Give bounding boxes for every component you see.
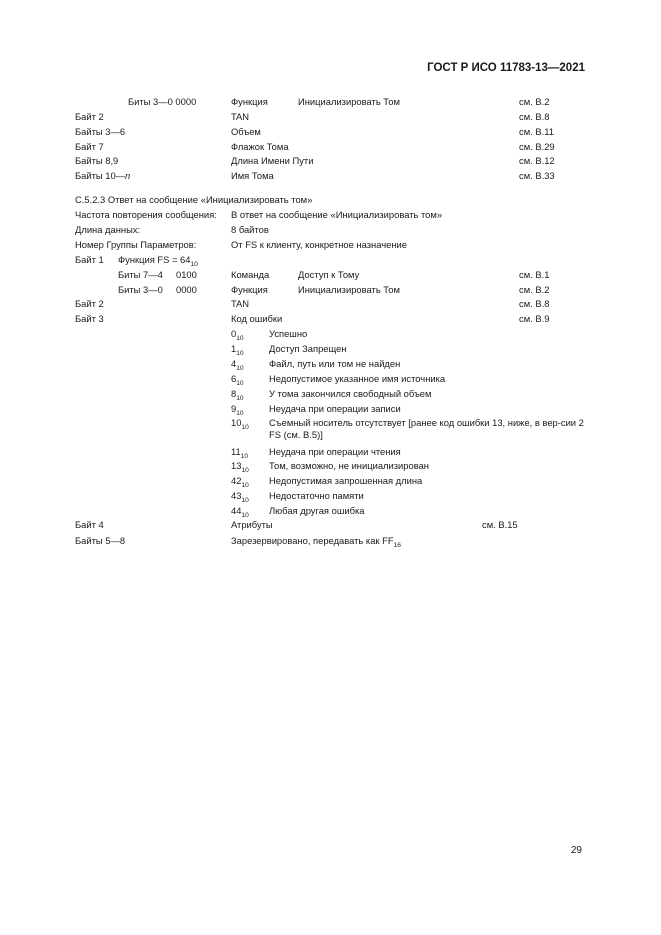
error-code: $8_{10}$: [231, 388, 244, 402]
error-code: $10_{10}$: [231, 417, 249, 431]
b1-ref-3: см. B.29: [519, 141, 555, 152]
error-text: Неудача при операции записи: [269, 403, 401, 414]
error-text: У тома закончился свободный объем: [269, 388, 432, 399]
meta-value-1: 8 байтов: [231, 224, 269, 235]
b1-ref-2: см. B.11: [519, 126, 554, 137]
error-text: Успешно: [269, 328, 308, 339]
byte3-label: Байт 3: [75, 313, 104, 324]
meta-label-1: Длина данных:: [75, 224, 141, 235]
error-text: Том, возможно, не инициализирован: [269, 460, 429, 471]
b1-ref-4: см. B.12: [519, 155, 555, 166]
b1-label-5-var: n: [125, 170, 131, 181]
byte1-bits-1: Биты 3—0: [118, 284, 163, 295]
meta-value-0: В ответ на сообщение «Инициализировать том»: [231, 209, 443, 220]
b1-label-3: Байт 7: [75, 141, 104, 152]
b1-label-5-prefix: Байты 10—: [75, 170, 126, 181]
error-code: $42_{10}$: [231, 475, 249, 489]
b1-col2-1: TAN: [231, 111, 250, 122]
byte1-ref-0: см. B.1: [519, 269, 550, 280]
page-number: 29: [570, 845, 582, 856]
error-text: Недопустимая запрошенная длина: [269, 475, 423, 486]
byte2-label: Байт 2: [75, 298, 104, 309]
error-text: Доступ Запрещен: [269, 343, 347, 354]
error-code: $13_{10}$: [231, 460, 249, 474]
byte1-func-sub: 10: [190, 261, 198, 268]
error-code: $4_{10}$: [231, 358, 244, 372]
byte1-code-0: 0100: [176, 269, 197, 280]
b1-label-2: Байты 3—6: [75, 126, 126, 137]
b1-label-4: Байты 8,9: [75, 155, 119, 166]
byte2-col2: TAN: [231, 298, 250, 309]
byte1-func: [118, 254, 198, 268]
b1-ref-5: см. B.33: [519, 170, 555, 181]
byte1-col2-1: Функция: [231, 284, 268, 295]
error-code: $44_{10}$: [231, 505, 249, 519]
b1-col2-0: Функция: [231, 96, 268, 107]
b1-col2-5: Имя Тома: [231, 170, 274, 181]
byte1-ref-1: см. B.2: [519, 284, 550, 295]
byte5-8-text-sub: 16: [393, 542, 401, 549]
byte4-label: Байт 4: [75, 519, 104, 530]
error-text: Неудача при операции чтения: [269, 446, 401, 457]
error-code: $11_{10}$: [231, 446, 249, 460]
b1-col2-2: Объем: [231, 126, 261, 137]
byte2-ref: см. B.8: [519, 298, 550, 309]
b1-label-5: [75, 170, 130, 182]
meta-label-2: Номер Группы Параметров:: [75, 239, 197, 250]
byte5-8-label: Байты 5—8: [75, 535, 126, 546]
byte5-8-text-main: Зарезервировано, передавать как FF: [231, 535, 394, 546]
b1-col3-0: Инициализировать Том: [298, 96, 400, 107]
section-title: C.5.2.3 Ответ на сообщение «Инициализировать том»: [75, 194, 313, 205]
error-code: $1_{10}$: [231, 343, 244, 357]
error-text: Съемный носитель отсутствует [ранее код ошибки 13, ниже, в вер-сии 2 FS (см. B.5)]: [269, 417, 584, 440]
byte4-col2: Атрибуты: [231, 519, 273, 530]
error-code: $6_{10}$: [231, 373, 244, 387]
meta-value-2: От FS к клиенту, конкретное назначение: [231, 239, 407, 250]
byte5-8-text: [231, 535, 401, 549]
error-code: $9_{10}$: [231, 403, 244, 417]
byte1-col3-0: Доступ к Тому: [298, 269, 360, 280]
b1-col2-3: Флажок Тома: [231, 141, 289, 152]
b1-col2-4: Длина Имени Пути: [231, 155, 314, 166]
error-text: Любая другая ошибка: [269, 505, 365, 516]
error-text: Недопустимое указанное имя источника: [269, 373, 446, 384]
b1-label-0: Биты 3—0 0000: [128, 96, 197, 107]
b1-ref-1: см. B.8: [519, 111, 550, 122]
b1-label-1: Байт 2: [75, 111, 104, 122]
byte1-col3-1: Инициализировать Том: [298, 284, 400, 295]
byte1-code-1: 0000: [176, 284, 197, 295]
byte1-bits-0: Биты 7—4: [118, 269, 163, 280]
byte1-func-text: Функция FS = 64: [118, 254, 191, 265]
byte1-col2-0: Команда: [231, 269, 270, 280]
error-text: Недостаточно памяти: [269, 490, 364, 501]
byte1-label: Байт 1: [75, 254, 104, 265]
byte3-ref: см. B.9: [519, 313, 550, 324]
b1-ref-0: см. B.2: [519, 96, 550, 107]
error-text: Файл, путь или том не найден: [269, 358, 401, 369]
byte3-col2: Код ошибки: [231, 313, 283, 324]
meta-label-0: Частота повторения сообщения:: [75, 209, 217, 220]
document-code: ГОСТ Р ИСО 11783-13—2021: [427, 62, 585, 74]
byte4-ref: см. B.15: [482, 519, 518, 530]
error-code: $0_{10}$: [231, 328, 244, 342]
error-code: $43_{10}$: [231, 490, 249, 504]
